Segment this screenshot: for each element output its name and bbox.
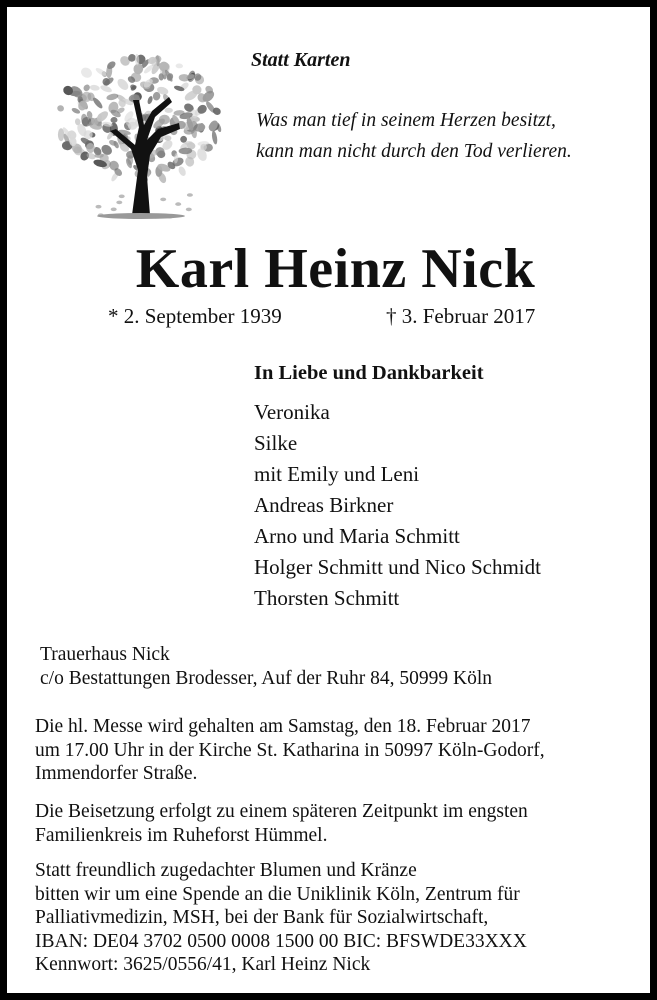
mourner-item: Thorsten Schmitt [254, 586, 400, 610]
text-line: Die Beisetzung erfolgt zu einem späteren Zeitpunkt im engsten [35, 801, 528, 822]
text-line: Palliativmedizin, MSH, bei der Bank für Sozialwirtschaft, [35, 907, 489, 928]
mourner-item: Silke [254, 431, 298, 455]
birth-date: * 2. September 1939 [108, 304, 282, 328]
deceased-name: Karl Heinz Nick [135, 238, 536, 300]
text-line: IBAN: DE04 3702 0500 0008 1500 00 BIC: BFSWDE33XXX [35, 930, 527, 952]
header-title: Statt Karten [251, 49, 351, 71]
quote-line-1: Was man tief in seinem Herzen besitzt, [256, 110, 556, 131]
mourners-list [254, 399, 541, 616]
tree-icon [47, 45, 229, 221]
mourner-item: Andreas Birkner [254, 493, 394, 517]
quote-line-2: kann man nicht durch den Tod verlieren. [256, 141, 572, 162]
burial-info-paragraph [35, 800, 528, 847]
text-line: Die hl. Messe wird gehalten am Samstag, den 18. Februar 2017 [35, 716, 531, 737]
mass-info-paragraph [35, 715, 545, 786]
text-line: Kennwort: 3625/0556/41, Karl Heinz Nick [35, 954, 371, 975]
donation-info-paragraph [35, 859, 527, 977]
address-line: Trauerhaus Nick [40, 644, 170, 665]
mourners-title: In Liebe und Dankbarkeit [254, 362, 484, 384]
mourner-item: mit Emily und Leni [254, 462, 420, 486]
text-line: Statt freundlich zugedachter Blumen und Kränze [35, 860, 417, 881]
mourner-item: Veronika [254, 400, 330, 424]
death-date: † 3. Februar 2017 [386, 304, 536, 328]
mourner-item: Arno und Maria Schmitt [254, 524, 460, 548]
text-line: bitten wir um eine Spende an die Uniklinik Köln, Zentrum für [35, 883, 520, 905]
address-line: c/o Bestattungen Brodesser, Auf der Ruhr 84, 50999 Köln [40, 667, 492, 689]
text-line: Immendorfer Straße. [35, 763, 198, 784]
mourning-house-address [40, 643, 492, 690]
mourner-item: Holger Schmitt und Nico Schmidt [254, 555, 541, 579]
text-line: um 17.00 Uhr in der Kirche St. Katharina in 50997 Köln-Godorf, [35, 739, 545, 761]
text-line: Familienkreis im Ruheforst Hümmel. [35, 824, 328, 846]
